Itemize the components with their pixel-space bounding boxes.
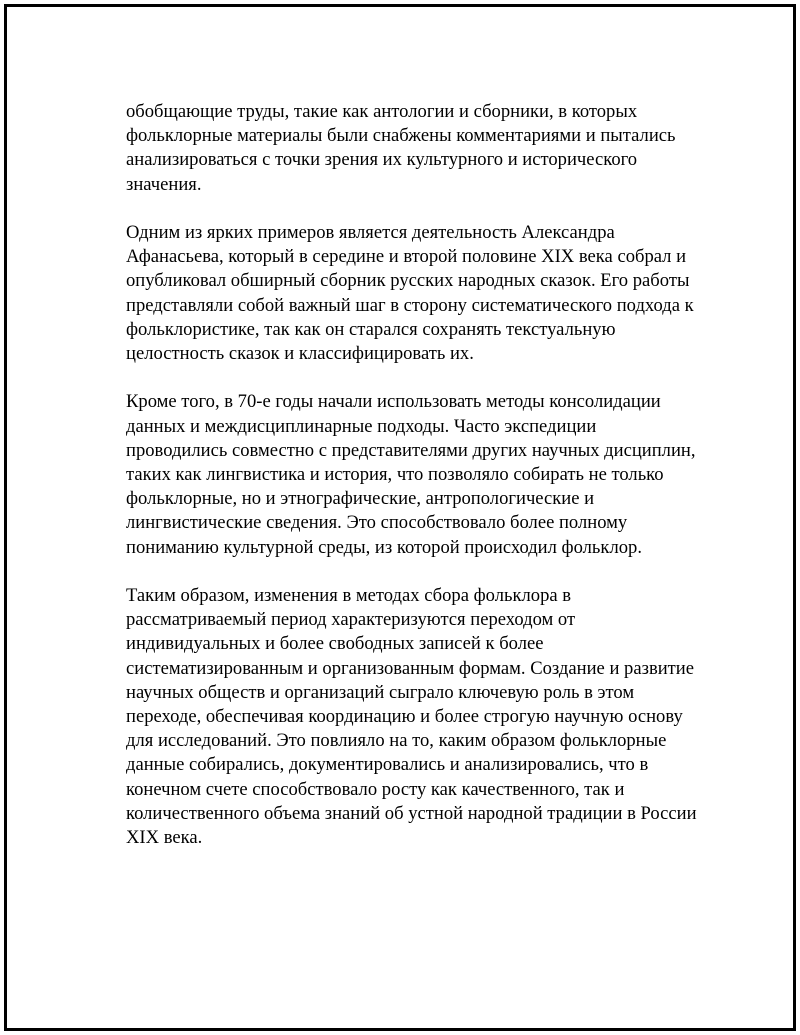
text-line: опубликовал обширный сборник русских народных сказок. Его работы: [126, 270, 690, 292]
text-line: рассматриваемый период характеризуются переходом от: [126, 609, 576, 631]
text-line: индивидуальных и более свободных записей к более: [126, 633, 544, 655]
text-line: целостность сказок и классифицировать их.: [126, 343, 474, 365]
text-line: данных и междисциплинарные подходы. Часто экспедиции: [126, 415, 597, 437]
text-line: Одним из ярких примеров является деятельность Александра: [126, 222, 615, 243]
document-body: [126, 100, 716, 874]
paragraph-1: [126, 100, 716, 197]
text-line: представляли собой важный шаг в сторону систематического подхода к: [126, 294, 694, 316]
text-line: систематизированным и организованным формам. Создание и развитие: [126, 657, 694, 679]
text-line: количественного объема знаний об устной народной традиции в России: [126, 802, 697, 824]
text-line: фольклористике, так как он старался сохранять текстуальную: [126, 318, 616, 340]
text-line: Кроме того, в 70-е годы начали использовать методы консолидации: [126, 391, 661, 413]
text-line: пониманию культурной среды, из которой происходил фольклор.: [126, 536, 642, 558]
text-line: научных обществ и организаций сыграло ключевую роль в этом: [126, 681, 635, 703]
text-line: фольклорные, но и этнографические, антропологические и: [126, 488, 595, 510]
text-line: анализироваться с точки зрения их культурного и исторического: [126, 149, 638, 171]
text-line: Таким образом, изменения в методах сбора фольклора в: [126, 585, 572, 607]
text-line: фольклорные материалы были снабжены комментариями и пытались: [126, 125, 676, 147]
text-line: обобщающие труды, такие как антологии и сборники, в которых: [126, 101, 638, 122]
text-line: таких как лингвистика и история, что позволяло собирать не только: [126, 464, 664, 486]
text-line: переходе, обеспечивая координацию и более строгую научную основу: [126, 706, 683, 728]
text-line: значения.: [126, 173, 202, 195]
text-line: XIX века.: [126, 827, 203, 849]
text-line: данные собирались, документировались и анализировались, что в: [126, 754, 649, 776]
paragraph-3: [126, 390, 716, 559]
paragraph-4: [126, 584, 716, 850]
text-line: для исследований. Это повлияло на то, каким образом фольклорные: [126, 730, 667, 752]
page-frame: [4, 4, 796, 1031]
paragraph-2: [126, 221, 716, 366]
text-line: Афанасьева, который в середине и второй половине XIX века собрал и: [126, 246, 687, 268]
text-line: конечном счете способствовало росту как качественного, так и: [126, 778, 625, 800]
text-line: лингвистические сведения. Это способствовало более полному: [126, 512, 628, 534]
text-line: проводились совместно с представителями других научных дисциплин,: [126, 439, 696, 461]
